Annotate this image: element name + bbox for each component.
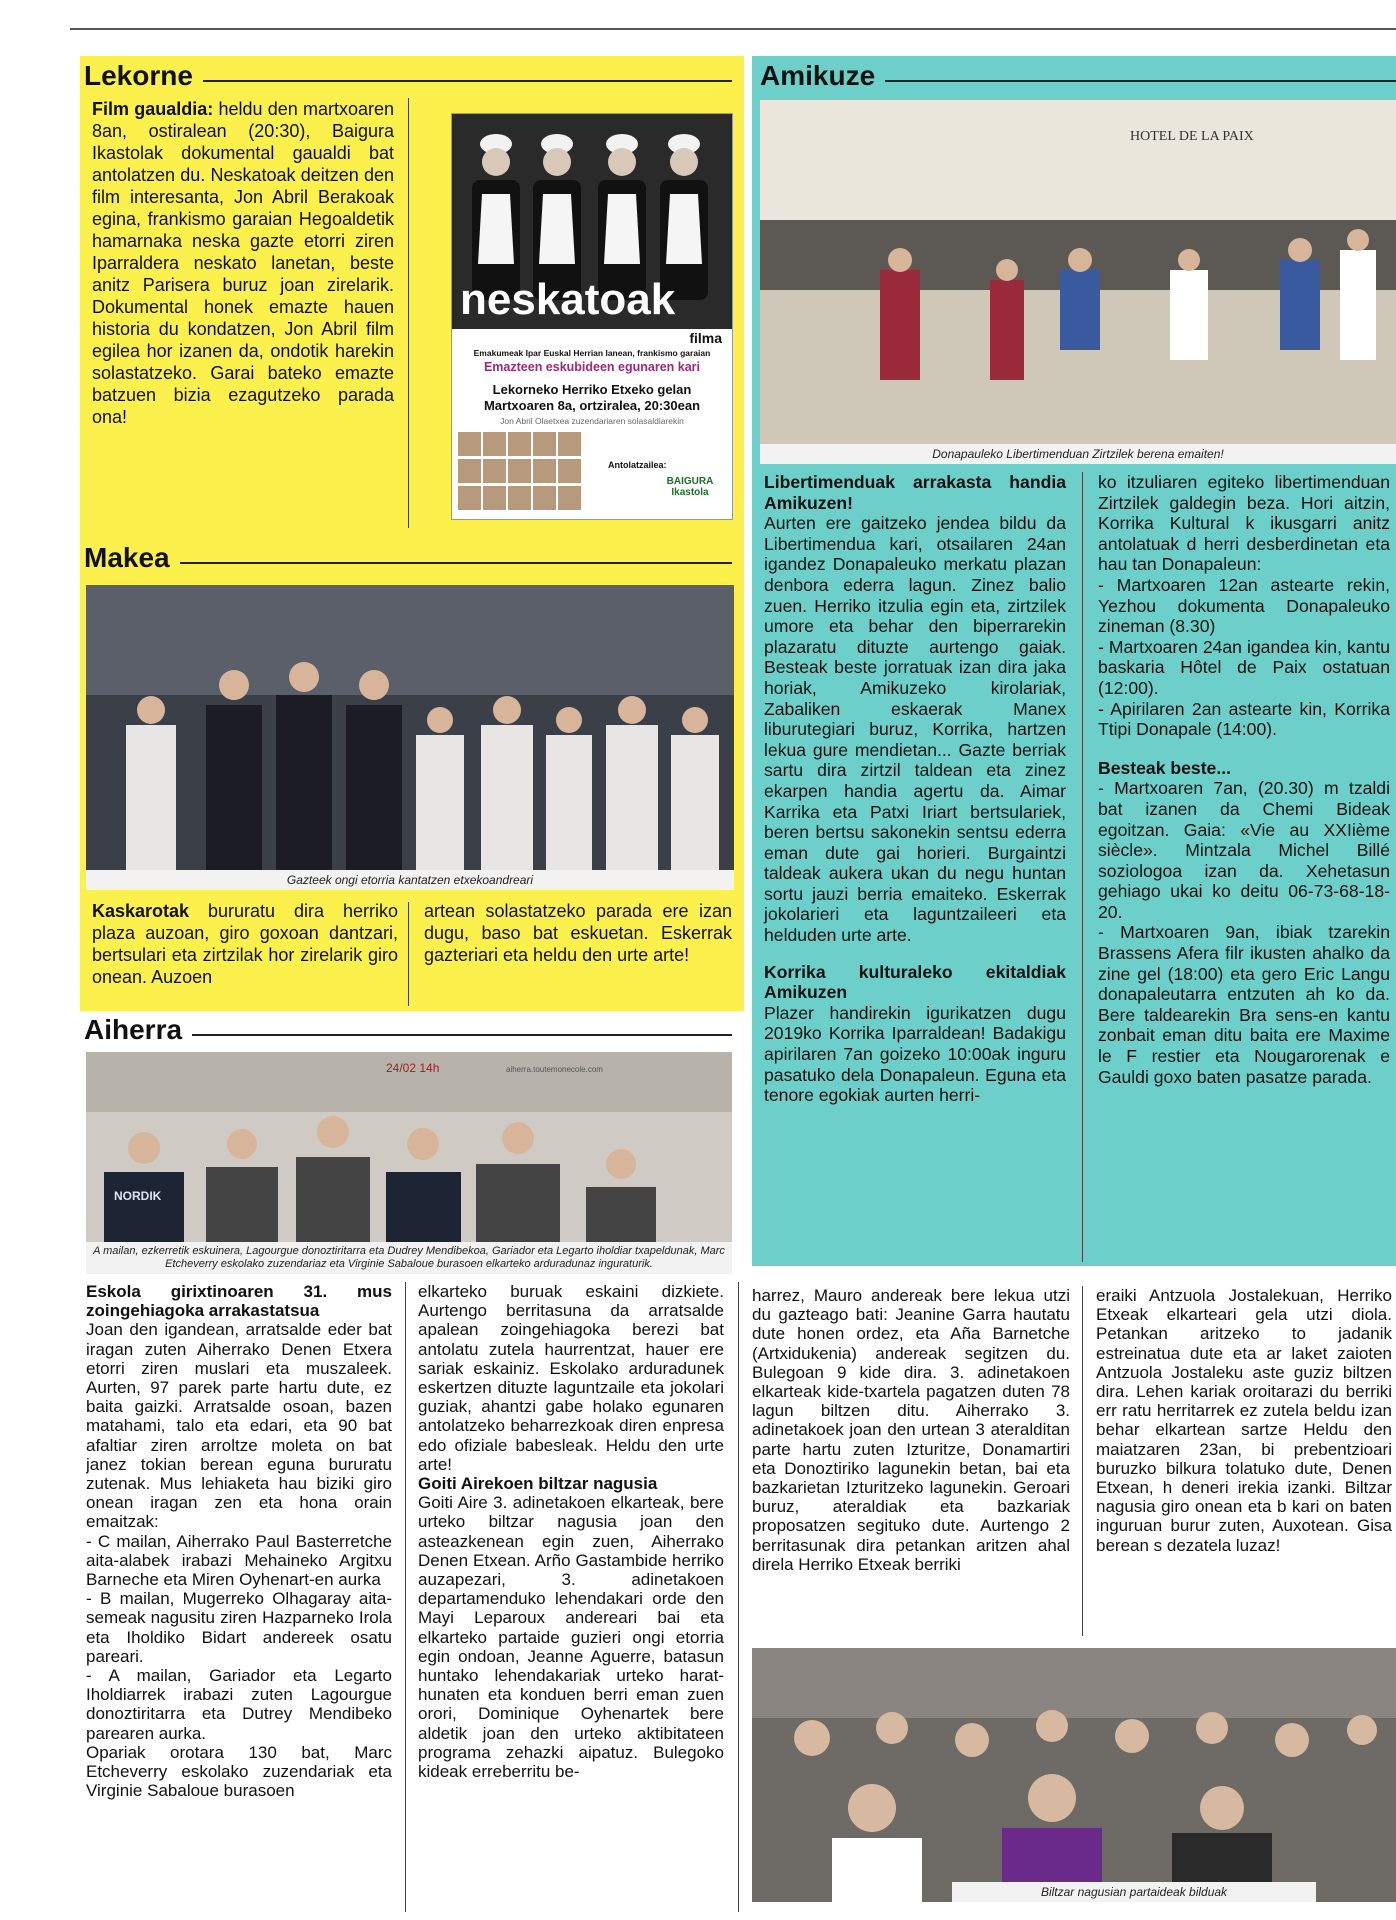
poster-line5: Jon Abril Olaetxea zuzendariaren solasaldiarekin [500, 416, 684, 426]
makea-article-left: Kaskarotak bururatu dira herriko plaza auzoan, giro goxoan dantzari, bertsulari eta zirtzilak hor zirelarik giro onean. Auzoen [92, 901, 398, 987]
poster-faces-grid [458, 432, 608, 514]
list-item: - Martxoaren 24an igandea kin, kantu baskaria Hôtel de Paix ostatuan (12:00). [1098, 636, 1390, 698]
makea-photo-image [86, 585, 734, 890]
neskatoak-poster [451, 113, 733, 520]
aiherra-rule-2 [738, 1282, 739, 1912]
poster-line1: Emakumeak Ipar Euskal Herrian lanean, frankismo garaian [473, 348, 711, 358]
aiherra-col2b-body: Goiti Aire 3. adinetakoen elkarteak, bere urteko biltzar nagusia joan den asteazkenean egin zuen, Aiherrako Denen Etxean. Arño Gastambide herriko auzapezari, 3. adinetakoen departamenduko lehendakari orde den Mayi Leparoux andereari bai eta elkarteko partaide guzieri ongi etorria egin ondoan, Jeanne Aguerre, batasun huntako lehendakariak urteko harat-hunaten eta konduen berri eman zuen orori, Dominique Oyhenartek bere aldetik joan den urteko aktibitateen programa zehazki aipatuz. Bulegoko kideak erreberritu be- [418, 1493, 724, 1782]
aiherra-headline-2: Goiti Airekoen biltzar nagusia [418, 1474, 658, 1494]
poster-org-label: Antolatzailea: [608, 460, 667, 470]
list-item: - Martxoaren 9an, ibiak tzarekin Brassens Afera filr ikusten ahalko da zine gel (18:00) eta gero Eric Langu donapaleutarra entzuten ah ko da. Bere taldearekin Bra sens-en kantu zonbait eman ditu baita ere Maxime le F restier eta Nougarorenak e Gauldi goxo baten pasatze parada. [1098, 922, 1390, 1087]
amikuze-caption: Donapauleko Libertimenduan Zirtzilek berena emaiten! [760, 444, 1396, 464]
aiherra-col3: harrez, Mauro andereak bere lekua utzi du gazteago bati: Jeanine Garra hautatu dute honen ordez, eta Aña Barnetche (Artxidukenia) andereak segitzen du. Bulegoan 9 kide dira. 3. adinetakoen elkarteak kide-txartela pagatzen duten 78 lagun biltzen ditu. Aiherrako 3. adinetakoek joan den urtean 3 ateralditan parte hartu zuten Izturitze, Donamartiri eta Donoztiriko lagunekin betan, bai eta bazkarietan Izturitzeko lagunekin. Geroari buruz, ateraldiak eta bazkariak proposatzen segituko dute. Aurtengo 2 berritasunak dira petankan aritzen ahal direla Herriko Etxeak berriki [752, 1286, 1070, 1574]
amikuze-headline-1: Libertimenduak arrakasta handia Amikuzen! [764, 472, 1066, 513]
makea-lead: Kaskarotak [92, 901, 190, 921]
aiherra-headline-1: Eskola girixtinoaren 31. mus zoingehiagoka arrakastatsua [86, 1282, 392, 1321]
korrika-event-list [1098, 575, 1390, 740]
poster-org-logo: BAIGURA Ikastola [666, 476, 714, 498]
aiherra-photo-image [86, 1052, 732, 1274]
aiherra-col4: eraiki Antzuola Jostalekuan, Herriko Etxeak elkarteari gela utzi diola. Petankan aritzeko to jadanik estreinatua dute eta ar laket zaioten Antzuola Jostaleku aste guziz biltzen dira. Lehen kariak oroitarazi du berriki err ratu herritarrek ez zutela beldu izan behar elkartean sartze Heldu den maiatzaren 23an, bi prebentzioari buruzko bilkura tolatuko dute, Denen Etxean, h deneri irekia izanki. Biltzar nagusia giro onean eta b kari on baten inguruan burur zuten, Auxotean. Gisa berean s dezatela luzaz! [1096, 1286, 1392, 1555]
poster-subtitle: filma [689, 330, 722, 346]
lekorne-column-rule [408, 98, 409, 528]
lekorne-heading: Lekorne [84, 58, 732, 94]
lekorne-body: heldu den martxoaren 8an, ostiralean (20:30), Baigura Ikastolak dokumental gaualdi bat antolatzen du. Neskatoak deitzen den film interesanta, Jon Abril Berakoak egina, frankismo garaian Hegoaldetik hamarnaka neska gazte etorri ziren Iparraldera neskato lanetan, beste anitz Parisera buruz joan zirelarik. Dokumental honek emazte hauen historia du kondatzen, Jon Abril film egilea hor izanen da, ondotik harekin solastatzeko. Garai bateko emazte batzuen bizia ezagutzeko parada ona! [92, 99, 394, 427]
amikuze-photo-image [760, 100, 1396, 464]
aiherra-col2 [418, 1282, 724, 1912]
aiherra-col1-end: Opariak orotara 130 bat, Marc Etcheverry eskolako zuzendariak eta Virginie Sabaloue burasoen [86, 1742, 392, 1801]
aiherra-col1 [86, 1282, 392, 1912]
biltzar-photo-image [752, 1648, 1396, 1902]
makea-heading: Makea [84, 540, 732, 576]
poster-title: neskatoak [460, 275, 676, 324]
biltzar-caption: Biltzar nagusian partaideak bilduak [952, 1882, 1316, 1902]
aiherra-shirt-text: NORDIK [114, 1189, 162, 1203]
makea-photo [86, 585, 734, 890]
lekorne-lead: Film gaualdia: [92, 99, 214, 119]
aiherra-heading: Aiherra [84, 1012, 732, 1048]
poster-line2: Emazteen eskubideen egunaren kari [483, 360, 701, 374]
poster-line3: Lekorneko Herriko Etxeko gelan [492, 382, 692, 397]
top-rule [70, 28, 1396, 30]
amikuze-para-2: Plazer handirekin igurikatzen dugu 2019ko Korrika Iparraldean! Badakigu apirilaren 7an goizeko 10:00ak inguru pasatuko dela Donapaleun. Eguna eta tenore egokiak aurten herri- [764, 1002, 1066, 1106]
amikuze-photo [760, 100, 1396, 464]
makea-article-right: artean solastatzeko parada ere izan dugu, baso bat eskuetan. Eskerrak gazteriari eta heldu den urte arte! [424, 901, 732, 965]
aiherra-col2-body: elkarteko buruak eskaini dizkiete. Aurtengo berritasuna da arratsalde apalean zoingehiagoka berezi bat antolatu zutela haurrentzat, hauer ere sariak eskainiz. Eskolako arduradunek eskertzen dituzte laguntzaile eta jokolari guziak, ahantzi gabe holako egunaren antolatzeko beharrezkoak diren enpresa edo ofiziale babesleak. Heldu den urte arte! [418, 1282, 724, 1474]
amikuze-column-rule [1082, 472, 1083, 1262]
amikuze-heading: Amikuze [760, 58, 1396, 94]
aiherra-sign-time: 24/02 14h [386, 1061, 440, 1075]
hotel-sign: HOTEL DE LA PAIX [1130, 129, 1254, 144]
amikuze-headline-3: Besteak beste... [1098, 757, 1232, 778]
list-item: - A mailan, Gariador eta Legarto Iholdiarrek irabazi zuten Lagourgue donoztiritarra eta Dutrey Mendibeko parearen aurka. [86, 1666, 392, 1743]
amikuze-col2-intro: ko itzuliaren egiteko libertimenduan Zirtzilek galdegin beza. Hori aitzin, Korrika Kultural k ikusgarri anitz antolatuak d herri desberdinetan eta hau tan Donapaleun: [1098, 472, 1390, 575]
aiherra-col1-body: Joan den igandean, arratsalde eder bat iragan zuten Aiherrako Denen Etxera etorri ziren muslari eta muszaleek. Aurten, 97 parek parte hartu dute, ez baita gaizki. Arratsalde osoan, bazen matahami, talo eta edari, eta 90 bat afaltiar ziren arroltze moleta on bat janez tokian berean eguna bururatu zutenak. Mus lehiaketa hau biziki giro onean iragan zen eta hona orain emaitzak: [86, 1320, 392, 1532]
list-item: - Martxoaren 7an, (20.30) m tzaldi bat izanen da Chemi Bideak egoitzan. Gaia: «Vie au XXIième siècle». Mintzala Michel Billé soziologoa izan da. Xehetasun gehiago ukai ko deitu 06-73-68-18-20. [1098, 778, 1390, 922]
lekorne-article [92, 98, 394, 530]
biltzar-photo [752, 1648, 1396, 1902]
list-item: - Apirilaren 2an astearte kin, Korrika Ttipi Donapale (14:00). [1098, 698, 1390, 740]
list-item: - B mailan, Mugerreko Olhagaray aita-semeak nagusitu ziren Hazparneko Irola eta Iholdiko Bidart andereek osatu pareari. [86, 1589, 392, 1666]
besteak-event-list [1098, 778, 1390, 1087]
amikuze-para-1: Aurten ere gaitzeko jendea bildu da Libertimendua kari, otsailaren 24an igandez Donapaleuko merkatu plazan denbora ederra lagun. Zinez balio zuen. Herriko itzulia egin eta, zirtzilek umore eta behar den biperrarekin plazaratu dituzte aurtengo gaiak. Besteak beste jorratuak izan dira jaka horiak, Amikuzeko kirolariak, Zabaliken eskaerak Manex liburutegiari buruz, Korrika, hartzen lekua gure mendietan... Gazte berriak sartu dira zirtzil taldean eta zinez ekarpen handia agertu da. Aimar Karrika eta Patxi Iriart bertsulariek, beren bertsu sakonekin sentsu ederra eman dute gai horieri. Burgaintzi taldeak aukera ukan du negu huntan sortu jauzi berria emaiteko. Eskerrak jokolarieri eta laguntzaileeri eta helduden urte arte. [764, 513, 1066, 946]
aiherra-sign-url: aiherra.toutemonecole.com [506, 1065, 603, 1074]
aiherra-photo [86, 1052, 732, 1274]
amikuze-article-col1 [764, 472, 1066, 1262]
amikuze-headline-2: Korrika kulturaleko ekitaldiak Amikuzen [764, 961, 1066, 1003]
aiherra-rule-3 [1082, 1286, 1083, 1636]
poster-line4: Martxoaren 8a, ortziralea, 20:30ean [483, 398, 701, 413]
makea-column-rule [408, 902, 409, 1006]
makea-caption: Gazteek ongi etorria kantatzen etxekoandreari [86, 870, 734, 890]
mus-results-list [86, 1532, 392, 1743]
amikuze-article-col2 [1098, 472, 1390, 1262]
poster-photo [452, 114, 732, 329]
list-item: - C mailan, Aiherrako Paul Basterretche aita-alabek irabazi Mehaineko Argitxu Barneche eta Miren Oyhenart-en aurka [86, 1531, 392, 1590]
aiherra-caption: A mailan, ezkerretik eskuinera, Lagourgue donoztiritarra eta Dudrey Mendibekoa, Gariador eta Legarto iholdiar txapeldunak, Marc Etcheverry eskolako zuzendariaz eta Virginie Sabaloue burasoen elkarteko arduradunaz inguraturik. [86, 1242, 732, 1274]
list-item: - Martxoaren 12an astearte rekin, Yezhou dokumenta Donapaleuko zineman (8.30) [1098, 574, 1390, 637]
aiherra-rule-1 [405, 1282, 406, 1912]
